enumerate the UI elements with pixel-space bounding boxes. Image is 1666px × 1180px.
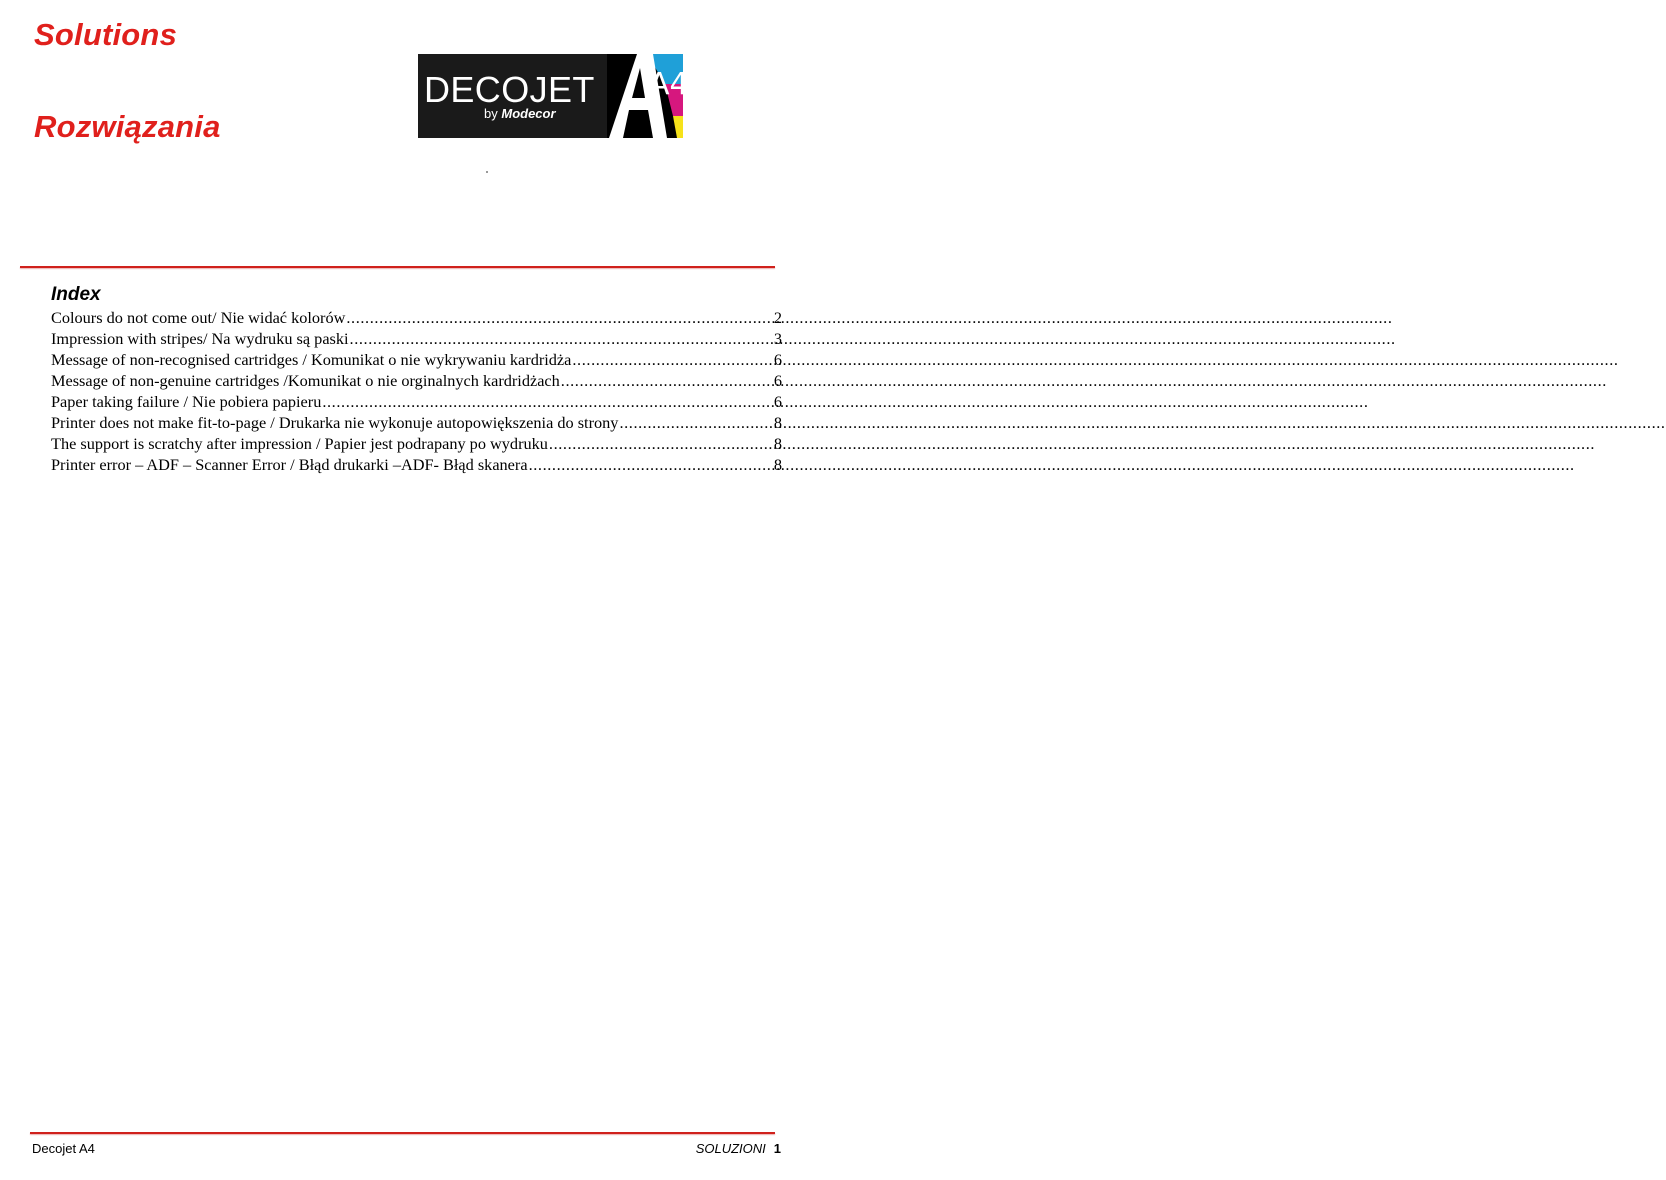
logo-by-text: by [484,106,498,121]
footer-page-number: 1 [773,1141,781,1156]
toc-entry[interactable] [51,391,782,412]
toc-leader-dots [572,349,772,370]
logo-maker-text: Modecor [501,106,556,121]
toc-entry[interactable] [51,349,782,370]
toc-entry[interactable] [51,328,782,349]
toc-leader-dots [619,412,772,433]
toc-entry[interactable] [51,412,782,433]
toc-entry-title: Printer does not make fit-to-page / Drukarka nie wykonuje autopowiększenia do strony [51,413,619,432]
toc-entry-page: 6 [773,392,782,411]
toc-entry-title: Impression with stripes/ Na wydruku są paski [51,329,349,348]
toc-entry-page: 2 [773,308,782,327]
toc-entry-page: 8 [773,455,782,474]
toc-entry[interactable] [51,454,782,475]
toc-entry-page: 3 [773,329,782,348]
toc-leader-dots [322,391,773,412]
toc-leader-dots [561,370,773,391]
table-of-contents [51,307,782,475]
toc-entry-title: Printer error – ADF – Scanner Error / Błąd drukarki –ADF- Błąd skanera [51,455,528,474]
logo-a4-mark-icon [607,54,689,138]
toc-leader-dots [529,454,773,475]
toc-entry-page: 8 [773,413,782,432]
toc-leader-dots [549,433,773,454]
toc-entry-title: Paper taking failure / Nie pobiera papieru [51,392,322,411]
toc-entry-title: Message of non-genuine cartridges /Komunikat o nie orginalnych kardridżach [51,371,560,390]
toc-entry[interactable] [51,433,782,454]
toc-entry-page: 6 [773,350,782,369]
toc-leader-dots [346,307,772,328]
toc-entry[interactable] [51,307,782,328]
logo-subtitle [484,106,556,121]
footer-section [696,1141,781,1157]
toc-entry-title: Message of non-recognised cartridges / Komunikat o nie wykrywaniu kardridża [51,350,572,369]
footer-divider [30,1132,775,1134]
logo-brand-text: DECOJET [424,69,595,110]
page-title-english: Solutions [34,17,178,52]
toc-entry[interactable] [51,370,782,391]
page-title-polish: Rozwiązania [34,109,221,144]
toc-entry-title: The support is scratchy after impression / Papier jest podrapany po wydruku [51,434,548,453]
footer-product-name: Decojet A4 [32,1141,95,1156]
footer-section-label: SOLUZIONI [695,1141,766,1156]
toc-leader-dots [350,328,773,349]
index-heading: Index [51,284,101,305]
logo-model-text: A4 [649,67,689,102]
decojet-logo [418,54,689,138]
toc-entry-page: 8 [773,434,782,453]
toc-entry-page: 6 [773,371,782,390]
stray-dot [486,171,488,173]
header-divider [20,266,775,268]
toc-entry-title: Colours do not come out/ Nie widać kolorów [51,308,346,327]
